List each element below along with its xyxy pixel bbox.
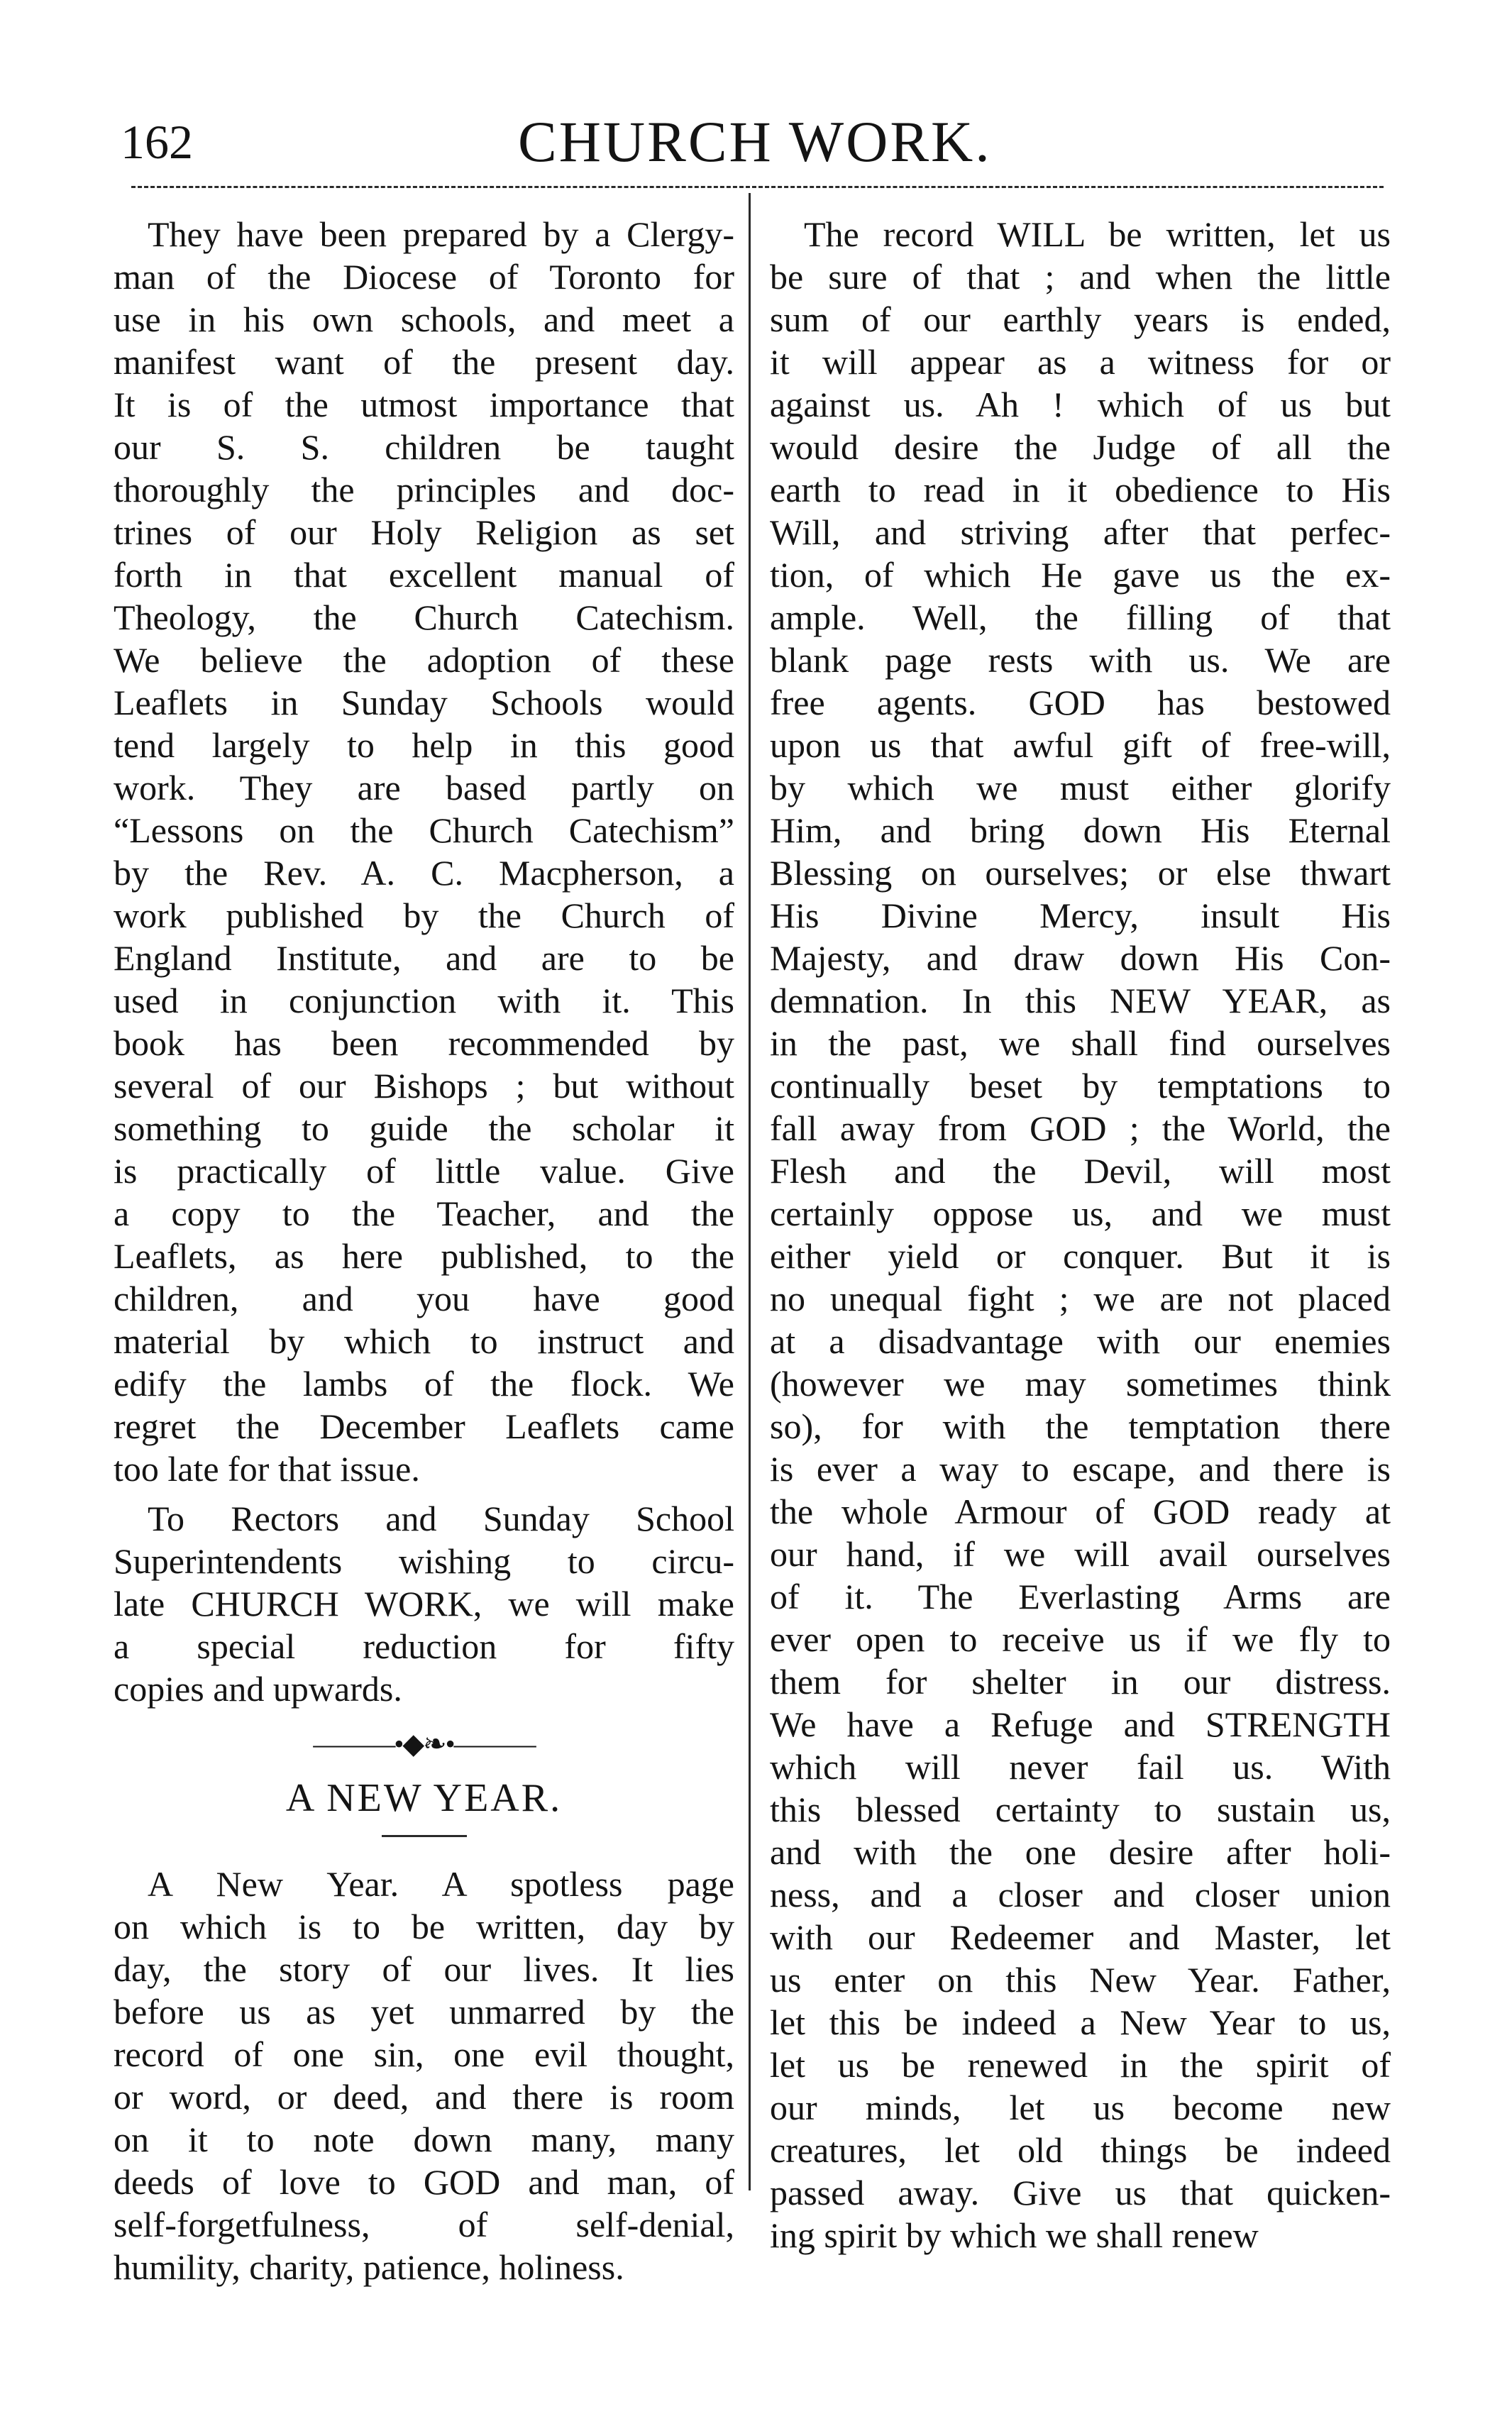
- text-line: sum of our earthly years is ended,: [770, 299, 1391, 339]
- right-column: [770, 213, 1391, 2256]
- text-line: be sure of that ; and when the little: [770, 257, 1391, 297]
- text-line: They have been prepared by a Clergy-: [148, 214, 734, 254]
- text-line: against us. Ah ! which of us but: [770, 385, 1391, 424]
- text-line: would desire the Judge of all the: [770, 427, 1391, 467]
- text-line: man of the Diocese of Toronto for: [114, 257, 734, 297]
- text-line: We have a Refuge and STRENGTH: [770, 1704, 1391, 1744]
- text-line: no unequal fight ; we are not placed: [770, 1279, 1391, 1318]
- text-line: To Rectors and Sunday School: [148, 1499, 734, 1538]
- text-line: by which we must either glorify: [770, 768, 1391, 808]
- text-line: regret the December Leaflets came: [114, 1406, 734, 1446]
- text-line: by the Rev. A. C. Macpherson, a: [114, 853, 734, 893]
- text-line: continually beset by temptations to: [770, 1066, 1391, 1106]
- text-line: It is of the utmost importance that: [114, 385, 734, 424]
- text-line: several of our Bishops ; but without: [114, 1066, 734, 1106]
- text-line: use in his own schools, and meet a: [114, 299, 734, 339]
- text-line: work published by the Church of: [114, 895, 734, 935]
- text-line: and with the one desire after holi-: [770, 1832, 1391, 1872]
- text-line: our minds, let us become new: [770, 2088, 1391, 2127]
- text-line: or word, or deed, and there is room: [114, 2077, 734, 2117]
- text-line: tion, of which He gave us the ex-: [770, 555, 1391, 595]
- column-divider: [749, 193, 751, 2190]
- text-line: deeds of love to GOD and man, of: [114, 2162, 734, 2202]
- text-line: day, the story of our lives. It lies: [114, 1949, 734, 1989]
- text-line: trines of our Holy Religion as set: [114, 512, 734, 552]
- title-rule: [382, 1835, 467, 1837]
- header-rule: [131, 186, 1384, 188]
- text-line: tend largely to help in this good: [114, 725, 734, 765]
- text-line: is practically of little value. Give: [114, 1151, 734, 1191]
- text-line: material by which to instruct and: [114, 1321, 734, 1361]
- text-line: certainly oppose us, and we must: [770, 1194, 1391, 1233]
- text-line: our S. S. children be taught: [114, 427, 734, 467]
- text-line: on it to note down many, many: [114, 2120, 734, 2159]
- text-line: creatures, let old things be indeed: [770, 2130, 1391, 2170]
- new-year-paragraph: [114, 1863, 734, 2288]
- text-line: too late for that issue.: [114, 1449, 420, 1489]
- text-line: a special reduction for fifty: [114, 1626, 734, 1666]
- text-line: Blessing on ourselves; or else thwart: [770, 853, 1391, 893]
- text-line: late CHURCH WORK, we will make: [114, 1584, 734, 1624]
- text-line: “Lessons on the Church Catechism”: [114, 810, 734, 850]
- text-line: We believe the adoption of these: [114, 640, 734, 680]
- section-title: A NEW YEAR.: [285, 1776, 563, 1820]
- text-line: earth to read in it obedience to His: [770, 470, 1391, 509]
- text-line: the whole Armour of GOD ready at: [770, 1492, 1391, 1531]
- text-line: us enter on this New Year. Father,: [770, 1960, 1391, 2000]
- notice-paragraph: [114, 213, 734, 1490]
- text-line: ness, and a closer and closer union: [770, 1875, 1391, 1914]
- left-column: [114, 213, 734, 2288]
- text-line: book has been recommended by: [114, 1023, 734, 1063]
- text-line: Him, and bring down His Eternal: [770, 810, 1391, 850]
- text-line: The record WILL be written, let us: [804, 214, 1391, 254]
- page-number: 162: [121, 115, 193, 169]
- text-line: record of one sin, one evil thought,: [114, 2034, 734, 2074]
- text-line: so), for with the temptation there: [770, 1406, 1391, 1446]
- text-line: A New Year. A spotless page: [148, 1864, 734, 1904]
- text-line: upon us that awful gift of free-will,: [770, 725, 1391, 765]
- text-line: let us be renewed in the spirit of: [770, 2045, 1391, 2085]
- text-line: of it. The Everlasting Arms are: [770, 1577, 1391, 1616]
- text-line: something to guide the scholar it: [114, 1108, 734, 1148]
- running-title: CHURCH WORK.: [518, 109, 992, 174]
- continuation-paragraph: [770, 213, 1391, 2256]
- text-line: His Divine Mercy, insult His: [770, 895, 1391, 935]
- text-line: them for shelter in our distress.: [770, 1662, 1391, 1702]
- text-line: children, and you have good: [114, 1279, 734, 1318]
- text-line: Will, and striving after that perfec-: [770, 512, 1391, 552]
- text-line: forth in that excellent manual of: [114, 555, 734, 595]
- page-header: [121, 106, 1384, 184]
- text-line: Leaflets, as here published, to the: [114, 1236, 734, 1276]
- text-line: passed away. Give us that quicken-: [770, 2173, 1391, 2212]
- text-line: copies and upwards.: [114, 1669, 402, 1709]
- text-line: it will appear as a witness for or: [770, 342, 1391, 382]
- text-line: manifest want of the present day.: [114, 342, 734, 382]
- text-line: this blessed certainty to sustain us,: [770, 1790, 1391, 1829]
- text-line: thoroughly the principles and doc-: [114, 470, 734, 509]
- text-line: our hand, if we will avail ourselves: [770, 1534, 1391, 1574]
- text-line: edify the lambs of the flock. We: [114, 1364, 734, 1404]
- text-line: humility, charity, patience, holiness.: [114, 2247, 624, 2287]
- text-line: (however we may sometimes think: [770, 1364, 1391, 1404]
- text-line: free agents. GOD has bestowed: [770, 683, 1391, 722]
- text-line: Theology, the Church Catechism.: [114, 597, 734, 637]
- text-line: before us as yet unmarred by the: [114, 1992, 734, 2032]
- text-line: work. They are based partly on: [114, 768, 734, 808]
- text-line: used in conjunction with it. This: [114, 981, 734, 1020]
- text-line: at a disadvantage with our enemies: [770, 1321, 1391, 1361]
- text-line: ing spirit by which we shall renew: [770, 2215, 1259, 2255]
- text-line: Majesty, and draw down His Con-: [770, 938, 1391, 978]
- text-line: demnation. In this NEW YEAR, as: [770, 981, 1391, 1020]
- text-line: ever open to receive us if we fly to: [770, 1619, 1391, 1659]
- text-line: which will never fail us. With: [770, 1747, 1391, 1787]
- text-line: on which is to be written, day by: [114, 1907, 734, 1946]
- text-line: is ever a way to escape, and there is: [770, 1449, 1391, 1489]
- text-line: ample. Well, the filling of that: [770, 597, 1391, 637]
- text-line: Superintendents wishing to circu-: [114, 1541, 734, 1581]
- subscription-paragraph: [114, 1497, 734, 1710]
- text-line: with our Redeemer and Master, let: [770, 1917, 1391, 1957]
- text-line: a copy to the Teacher, and the: [114, 1194, 734, 1233]
- text-line: self-forgetfulness, of self-denial,: [114, 2205, 734, 2244]
- text-line: either yield or conquer. But it is: [770, 1236, 1391, 1276]
- text-line: blank page rests with us. We are: [770, 640, 1391, 680]
- text-line: fall away from GOD ; the World, the: [770, 1108, 1391, 1148]
- text-line: England Institute, and are to be: [114, 938, 734, 978]
- text-line: Flesh and the Devil, will most: [770, 1151, 1391, 1191]
- text-line: let this be indeed a New Year to us,: [770, 2002, 1391, 2042]
- ornament-divider: ———•◆❧•———: [313, 1728, 535, 1760]
- text-line: in the past, we shall find ourselves: [770, 1023, 1391, 1063]
- text-line: Leaflets in Sunday Schools would: [114, 683, 734, 722]
